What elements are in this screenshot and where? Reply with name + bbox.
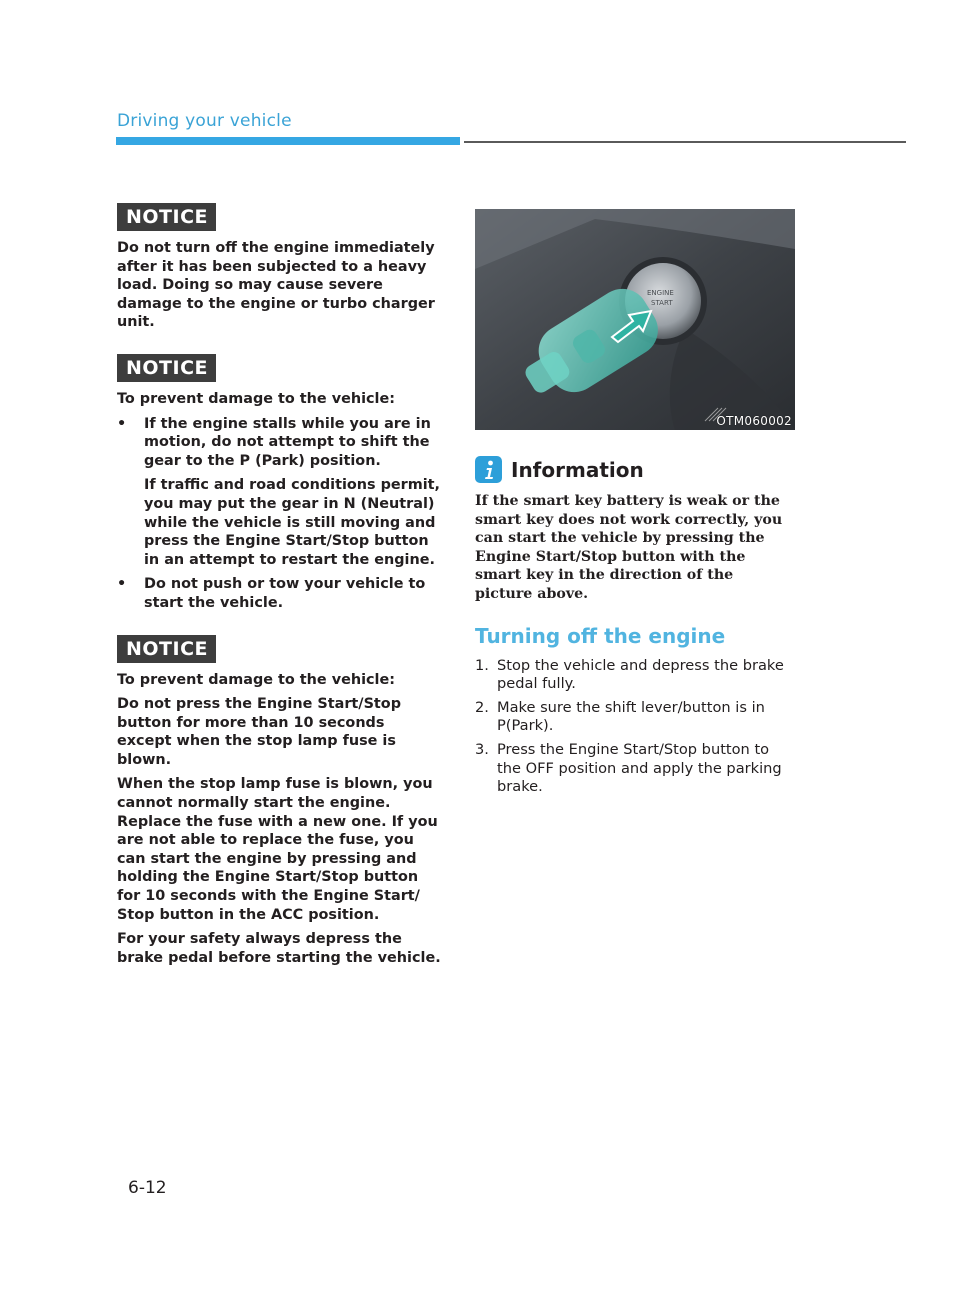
notice-stall	[117, 354, 442, 613]
smart-key-illustration	[475, 209, 795, 430]
notice-stop-lamp-fuse	[117, 635, 442, 968]
section-header: Driving your vehicle	[117, 111, 292, 131]
notice-label: NOTICE	[117, 354, 216, 382]
header-accent-rule	[116, 137, 460, 145]
step-number: 1.	[475, 656, 489, 674]
notice-engine-load	[117, 203, 442, 332]
page-number: 6-12	[128, 1178, 167, 1198]
notice-text: To prevent damage to the vehicle:	[117, 671, 395, 688]
notice-text: Do not turn off the engine immediately after it has been subjected to a heavy load. Doing so may cause severe damage to the engine or turbo charger unit.	[117, 240, 435, 331]
notice-text: Do not press the Engine Start/Stop button for more than 10 seconds except when the stop lamp fuse is blown.	[117, 696, 401, 768]
step-text: Make sure the shift lever/button is in P(Park).	[497, 698, 765, 735]
svg-text:START: START	[651, 299, 673, 307]
step-text: Press the Engine Start/Stop button to the OFF position and apply the parking brake.	[497, 740, 782, 796]
notice-label: NOTICE	[117, 635, 216, 663]
figure-code: OTM060002	[716, 414, 792, 428]
svg-text:ENGINE: ENGINE	[647, 289, 674, 297]
step-number: 3.	[475, 740, 489, 758]
information-title: Information	[511, 457, 644, 482]
header-divider	[464, 141, 906, 143]
bullet-item	[117, 575, 442, 612]
smart-key-figure	[475, 209, 795, 430]
bullet-item	[117, 415, 442, 570]
step-number: 2.	[475, 698, 489, 716]
step-text: Stop the vehicle and depress the brake pedal fully.	[497, 656, 784, 693]
steps-list	[475, 657, 795, 797]
notice-bullets	[117, 415, 442, 613]
bullet-mark: •	[117, 576, 127, 593]
step-item	[475, 657, 795, 694]
notice-label: NOTICE	[117, 203, 216, 231]
information-header	[475, 456, 795, 483]
bullet-text: Do not push or tow your vehicle to start the vehicle.	[144, 576, 426, 611]
left-column	[117, 203, 442, 989]
bullet-mark: •	[117, 415, 127, 432]
step-item	[475, 699, 795, 736]
info-icon	[475, 456, 502, 483]
step-item	[475, 741, 795, 797]
bullet-text: If traffic and road conditions permit, you may put the gear in N (Neutral) while the vehicle is still moving and press the Engine Start/Stop button in an attempt to restart the engine.	[144, 477, 441, 568]
right-column	[475, 209, 795, 802]
section-title: Turning off the engine	[475, 623, 726, 648]
notice-text: When the stop lamp fuse is blown, you cannot normally start the engine. Replace the fuse with a new one. If you are not able to replace the fuse, you can start the engine by pressing and holding the Engine Start/Stop button for 10 seconds with the Engine Start/ Stop button in the ACC position.	[117, 776, 438, 923]
bullet-text: If the engine stalls while you are in motion, do not attempt to shift the gear to the P (Park) position.	[144, 415, 431, 469]
information-body: If the smart key battery is weak or the smart key does not work correctly, you can start the vehicle by pressing the Engine Start/Stop button with the smart key in the direction of the picture above.	[475, 493, 783, 602]
notice-intro: To prevent damage to the vehicle:	[117, 390, 395, 407]
notice-text: For your safety always depress the brake pedal before starting the vehicle.	[117, 931, 441, 966]
